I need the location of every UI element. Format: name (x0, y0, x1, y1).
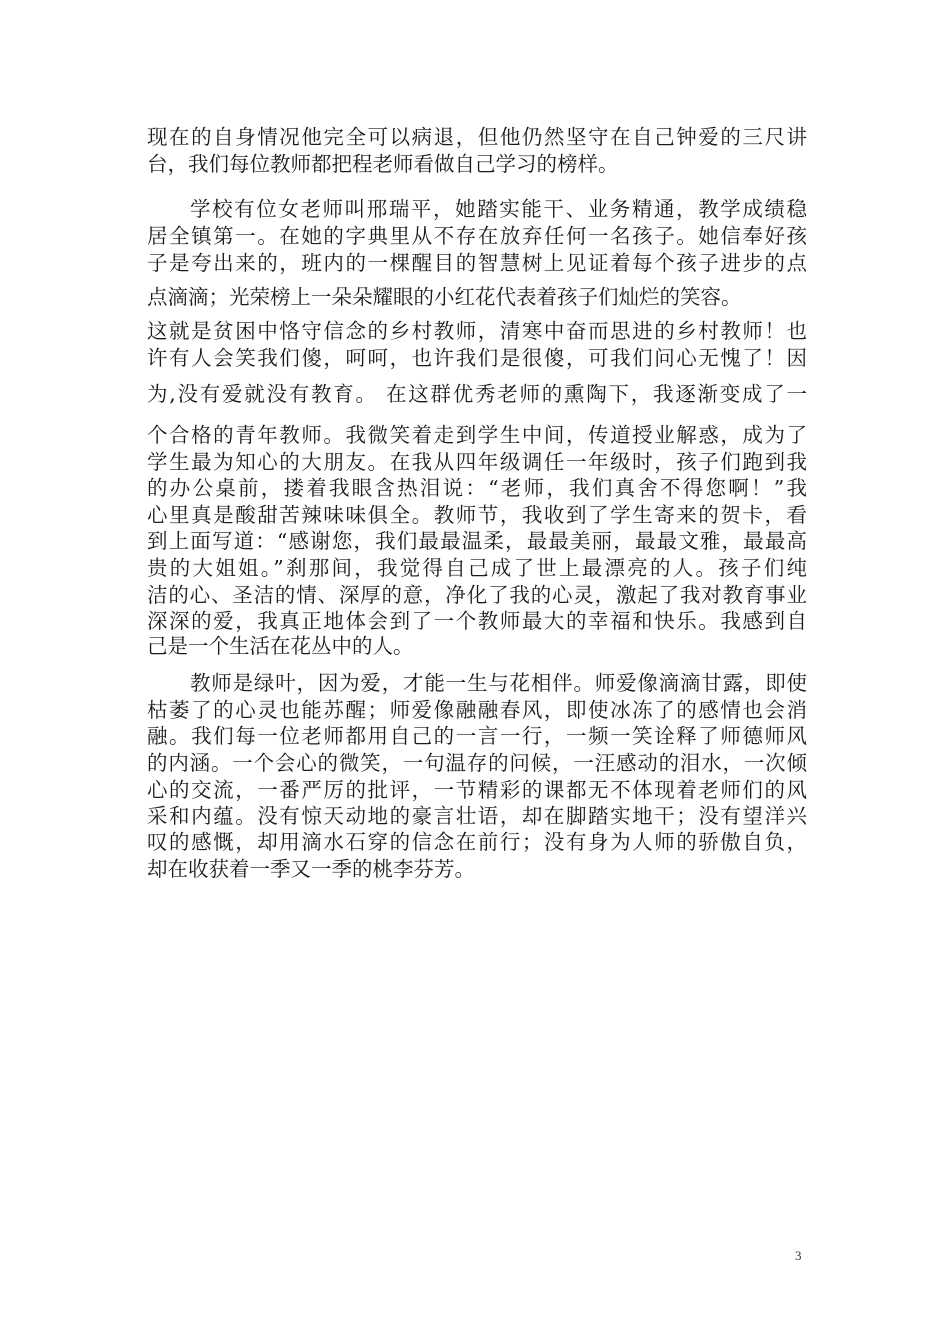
text-line: 心的交流，一番严厉的批评，一节精彩的课都无不体现着老师们的风 (147, 778, 807, 802)
text-line: 深深的爱，我真正地体会到了一个教师最大的幸福和快乐。我感到自 (147, 609, 807, 633)
text-line: 洁的心、圣洁的情、深厚的意，净化了我的心灵，激起了我对教育事业 (147, 583, 807, 607)
text-line: 采和内蕴。没有惊天动地的豪言壮语，却在脚踏实地干；没有望洋兴 (147, 804, 807, 828)
text-line: 个合格的青年教师。我微笑着走到学生中间，传道授业解惑，成为了 (147, 423, 807, 447)
page-number: 3 (795, 1248, 802, 1263)
text-line: 为,没有爱就没有教育。 在这群优秀老师的熏陶下，我逐渐变成了一 (147, 382, 807, 406)
text-line: 许有人会笑我们傻，呵呵，也许我们是很傻，可我们问心无愧了！因 (147, 346, 807, 370)
text-line: 居全镇第一。在她的字典里从不存在放弃任何一名孩子。她信奉好孩 (147, 224, 807, 248)
text-line: 现在的自身情况他完全可以病退，但他仍然坚守在自己钟爱的三尺讲 (147, 125, 807, 149)
text-line: 的办公桌前，搂着我眼含热泪说：“老师，我们真舍不得您啊！”我 (147, 476, 807, 500)
text-line: 台，我们每位教师都把程老师看做自己学习的榜样。 (147, 152, 619, 176)
text-line: 枯萎了的心灵也能苏醒；师爱像融融春风，即使冰冻了的感情也会消 (147, 698, 807, 722)
text-line: 教师是绿叶，因为爱，才能一生与花相伴。师爱像滴滴甘露，即使 (190, 671, 807, 695)
text-line: 却在收获着一季又一季的桃李芬芳。 (147, 857, 475, 881)
text-line: 子是夸出来的，班内的一棵醒目的智慧树上见证着每个孩子进步的点 (147, 251, 807, 275)
text-line: 的内涵。一个会心的微笑，一句温存的问候，一汪感动的泪水，一次倾 (147, 751, 807, 775)
text-line: 叹的感慨，却用滴水石穿的信念在前行；没有身为人师的骄傲自负， (147, 830, 807, 854)
text-line: 这就是贫困中恪守信念的乡村教师，清寒中奋而思进的乡村教师！也 (147, 319, 807, 343)
text-line: 点滴滴；光荣榜上一朵朵耀眼的小红花代表着孩子们灿烂的笑容。 (147, 285, 742, 309)
text-line: 心里真是酸甜苦辣味味俱全。教师节，我收到了学生寄来的贺卡，看 (147, 503, 807, 527)
text-line: 学生最为知心的大朋友。在我从四年级调任一年级时，孩子们跑到我 (147, 450, 807, 474)
text-line: 融。我们每一位老师都用自己的一言一行，一频一笑诠释了师德师风 (147, 724, 807, 748)
text-line: 学校有位女老师叫邢瑞平，她踏实能干、业务精通，教学成绩稳 (190, 197, 807, 221)
text-line: 己是一个生活在花丛中的人。 (147, 634, 414, 658)
text-line: 到上面写道：“感谢您，我们最最温柔，最最美丽，最最文雅，最最高 (147, 529, 807, 553)
text-line: 贵的大姐姐。”刹那间，我觉得自己成了世上最漂亮的人。孩子们纯 (147, 556, 807, 580)
